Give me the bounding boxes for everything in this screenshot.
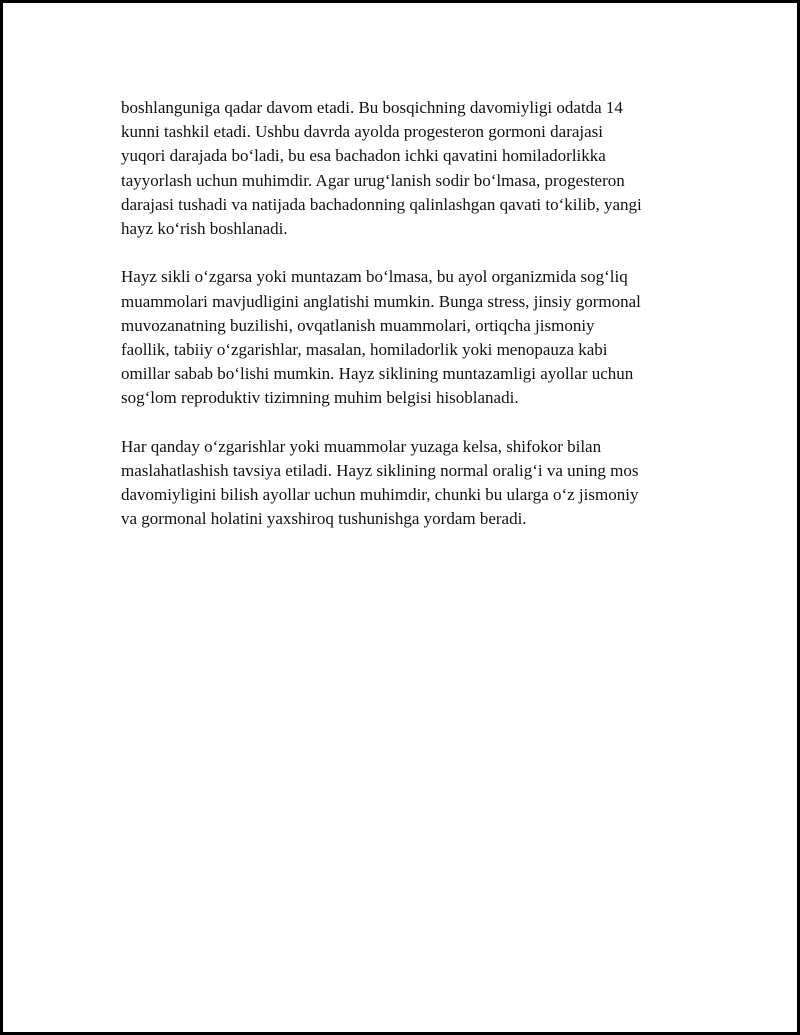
text-line: omillar sabab bo‘lishi mumkin. Hayz siklining muntazamligi ayollar uchun [121, 364, 634, 384]
text-line: hayz ko‘rish boshlanadi. [121, 219, 288, 239]
text-line: Hayz sikli o‘zgarsa yoki muntazam bo‘lmasa, bu ayol organizmida sog‘liq [121, 267, 628, 287]
text-line: darajasi tushadi va natijada bachadonning qalinlashgan qavati to‘kilib, yangi [121, 194, 642, 214]
paragraph-3 [121, 435, 701, 532]
text-line: tayyorlash uchun muhimdir. Agar urug‘lanish sodir bo‘lmasa, progesteron [121, 170, 625, 190]
text-line: muammolari mavjudligini anglatishi mumkin. Bunga stress, jinsiy gormonal [121, 291, 641, 311]
text-line: maslahatlashish tavsiya etiladi. Hayz siklining normal oralig‘i va uning mos [121, 461, 639, 481]
text-line: muvozanatning buzilishi, ovqatlanish muammolari, ortiqcha jismoniy [121, 315, 595, 335]
paragraph-1 [121, 96, 701, 241]
text-line: faollik, tabiiy o‘zgarishlar, masalan, homiladorlik yoki menopauza kabi [121, 340, 608, 360]
paragraph-spacer [121, 241, 701, 265]
text-line: yuqori darajada bo‘ladi, bu esa bachadon ichki qavatini homiladorlikka [121, 146, 606, 166]
text-line: sog‘lom reproduktiv tizimning muhim belgisi hisoblanadi. [121, 388, 519, 408]
paragraph-spacer [121, 411, 701, 435]
text-line: boshlanguniga qadar davom etadi. Bu bosqichning davomiyligi odatda 14 [121, 98, 623, 117]
text-line: davomiyligini bilish ayollar uchun muhimdir, chunki bu ularga o‘z jismoniy [121, 485, 639, 505]
paragraph-2 [121, 265, 701, 410]
text-line: kunni tashkil etadi. Ushbu davrda ayolda progesteron gormoni darajasi [121, 122, 604, 142]
text-line: Har qanday o‘zgarishlar yoki muammolar yuzaga kelsa, shifokor bilan [121, 436, 602, 456]
document-body [121, 96, 701, 532]
text-line: va gormonal holatini yaxshiroq tushunishga yordam beradi. [121, 509, 527, 529]
